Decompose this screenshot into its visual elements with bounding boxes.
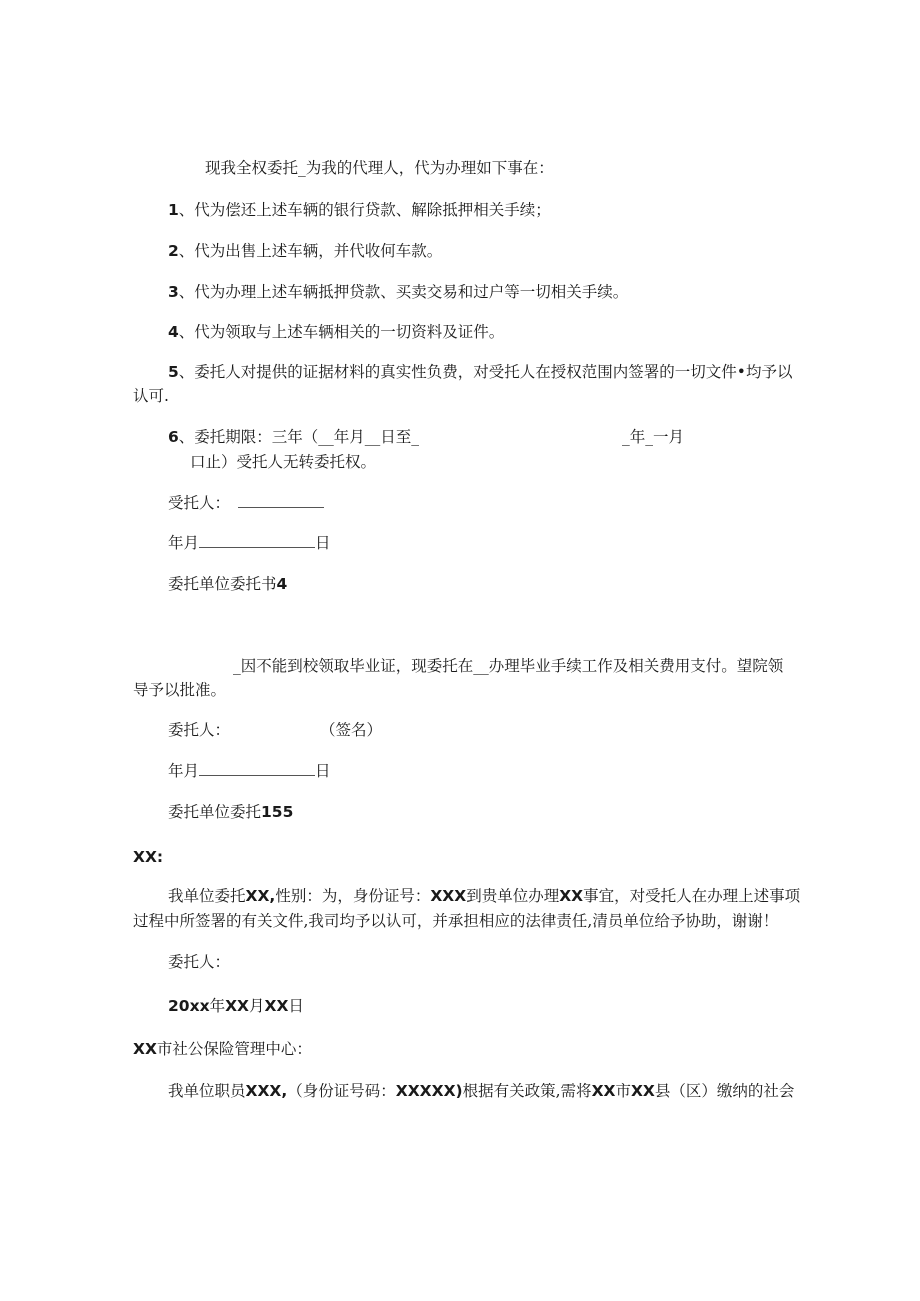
date-unit: 日	[288, 997, 304, 1015]
paragraph-line	[168, 1080, 794, 1102]
item-text: 、委托期限：三年（__年月__日至_	[178, 428, 420, 446]
list-item	[168, 240, 442, 262]
text-run-bold: XXXXX)	[395, 1082, 463, 1100]
date-suffix: 日	[315, 762, 331, 780]
list-item	[168, 199, 551, 221]
item-text: 、委托人对提供的证据材料的真实性负费，对受托人在授权范围内签署的一切文件•均予以	[178, 363, 793, 381]
date-line	[168, 995, 304, 1017]
section-title	[168, 573, 287, 595]
text-run: 性别：为，身份证号：	[275, 887, 431, 905]
paragraph-line: 导予以批准。	[133, 681, 227, 699]
intro-text: 现我全权委托_为我的代理人，代为办理如下事在：	[205, 159, 554, 177]
date-day: XX	[264, 997, 289, 1015]
date-blank	[199, 533, 315, 548]
item-number: 6	[168, 428, 179, 446]
text-run-bold: XX	[559, 887, 584, 905]
section-title-text: 委托单位委托书	[168, 575, 277, 593]
paragraph-line: 过程中所签署的有关文件,我司均予以认可，并承担相应的法律责任,清员单位给予协助，谢谢！	[133, 912, 779, 930]
list-item	[168, 281, 628, 303]
item-text: 、代为偿还上述车辆的银行贷款、解除抵押相关手续；	[178, 201, 551, 219]
item-text: 、代为出售上述车辆，并代收何车款。	[178, 242, 443, 260]
sign-label: （签名）	[320, 721, 383, 739]
date-unit: 月	[249, 997, 265, 1015]
list-item	[168, 426, 419, 448]
item-continuation: 口止）受托人无转委托权。	[190, 453, 377, 471]
text-run-bold: XX	[630, 1082, 655, 1100]
principal-label: 委托人：	[168, 721, 231, 739]
trustee-label: 受托人：	[168, 494, 231, 512]
text-run: 县（区）缴纳的社会	[654, 1082, 795, 1100]
addressee: XX:	[133, 848, 164, 866]
item-text: 、代为办理上述车辆抵押贷款、买卖交易和过户等一切相关手续。	[178, 283, 629, 301]
date-prefix: 年月	[168, 762, 200, 780]
text-run: 根据有关政策,需将	[462, 1082, 592, 1100]
paragraph-line	[168, 885, 800, 907]
text-run: 市	[615, 1082, 631, 1100]
date-prefix: 年月	[168, 534, 200, 552]
section-number: 155	[261, 803, 294, 821]
item-number: 3	[168, 283, 179, 301]
date-line	[168, 532, 331, 554]
addressee	[133, 1038, 312, 1060]
text-run: 我单位职员	[168, 1082, 246, 1100]
item-continuation: 认可.	[133, 387, 169, 405]
item-number: 2	[168, 242, 179, 260]
principal-label: 委托人：	[168, 953, 231, 971]
paragraph-line: _因不能到校领取毕业证，现委托在__办理毕业手续工作及相关费用支付。望院领	[233, 657, 784, 675]
text-run: 市社公保险管理中心：	[156, 1040, 312, 1058]
date-month: XX	[225, 997, 249, 1015]
date-line	[168, 760, 331, 782]
section-title	[168, 801, 293, 823]
date-suffix: 日	[315, 534, 331, 552]
section-title-text: 委托单位委托	[168, 803, 262, 821]
text-run: 我单位委托	[168, 887, 246, 905]
text-run-bold: XX	[133, 1040, 157, 1058]
item-text-tail: _年_一月	[622, 428, 685, 446]
item-number: 1	[168, 201, 179, 219]
date-blank	[199, 761, 315, 776]
list-item	[168, 361, 792, 383]
text-run-bold: XX	[591, 1082, 616, 1100]
text-run: 到贵单位办理	[466, 887, 560, 905]
date-year: 20xx	[168, 997, 210, 1015]
trustee-blank	[238, 493, 324, 508]
trustee-line	[168, 492, 324, 514]
item-number: 5	[168, 363, 179, 381]
item-text: 、代为领取与上述车辆相关的一切资料及证件。	[178, 323, 505, 341]
text-run-bold: XX,	[245, 887, 276, 905]
text-run-bold: XXX,	[245, 1082, 288, 1100]
text-run: 事宜，对受托人在办理上述事项	[583, 887, 801, 905]
list-item	[168, 321, 504, 343]
section-number: 4	[276, 575, 288, 593]
text-run: （身份证号码：	[287, 1082, 396, 1100]
item-number: 4	[168, 323, 179, 341]
text-run-bold: XXX	[430, 887, 467, 905]
date-unit: 年	[209, 997, 226, 1015]
